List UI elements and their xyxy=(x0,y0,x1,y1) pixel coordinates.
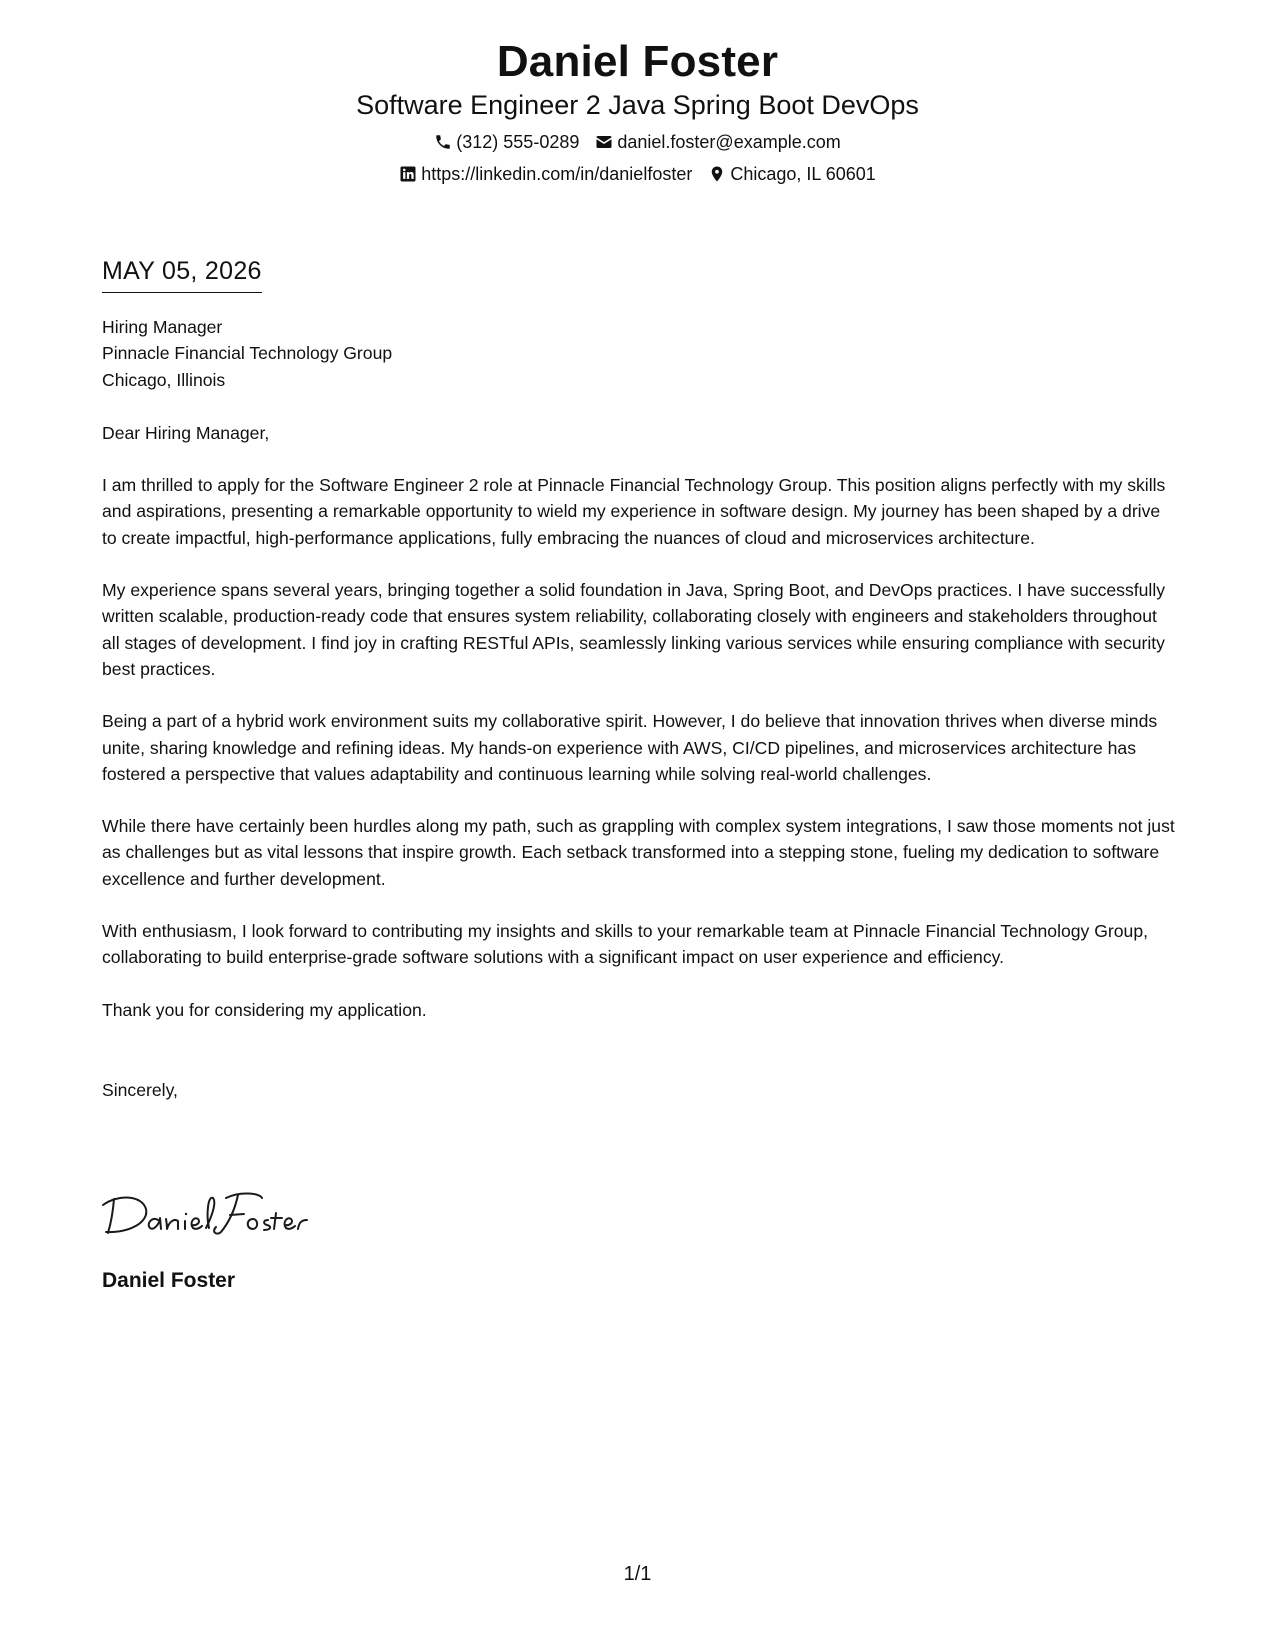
recipient-line: Pinnacle Financial Technology Group xyxy=(102,343,393,364)
location-contact xyxy=(708,163,875,185)
body-paragraph: While there have certainly been hurdles along my path, such as grappling with complex system integrations, I saw those moments not just as challenges but as vital lessons that inspire growth. Each setback transformed into a stepping stone, fueling my dedication to software excellence and further development. xyxy=(102,816,1175,889)
recipient-line: Chicago, Illinois xyxy=(102,369,226,390)
closing: Sincerely, xyxy=(102,1079,178,1100)
letter-date: MAY 05, 2026 xyxy=(102,255,262,293)
page-number: 1/1 xyxy=(623,1563,652,1585)
handwritten-signature xyxy=(100,1185,310,1245)
signer-name: Daniel Foster xyxy=(102,1269,236,1292)
envelope-icon xyxy=(595,133,613,151)
phone-number: (312) 555-0289 xyxy=(456,132,580,152)
map-pin-icon xyxy=(708,165,726,183)
recipient-line: Hiring Manager xyxy=(102,317,223,337)
letter-header xyxy=(0,36,1275,185)
body-paragraph: Thank you for considering my application. xyxy=(102,999,427,1020)
applicant-title: Software Engineer 2 Java Spring Boot DevOps xyxy=(356,90,919,120)
linkedin-contact[interactable] xyxy=(399,163,692,185)
letter-body xyxy=(102,314,1177,1103)
body-paragraph: Being a part of a hybrid work environment suits my collaborative spirit. However, I do believe that innovation thrives when diverse minds unite, sharing knowledge and refining ideas. My hands-on experience with AWS, CI/CD pipelines, and microservices architecture has fostered a perspective that values adaptability and continuous learning while solving real-world challenges. xyxy=(102,711,1158,784)
applicant-name: Daniel Foster xyxy=(496,37,779,86)
linkedin-icon xyxy=(399,165,417,183)
location-text: Chicago, IL 60601 xyxy=(730,164,876,184)
contact-row-1 xyxy=(0,131,1275,153)
email-address[interactable]: daniel.foster@example.com xyxy=(617,132,841,152)
salutation: Dear Hiring Manager, xyxy=(102,422,270,443)
phone-icon xyxy=(434,133,452,151)
recipient-address xyxy=(102,314,1177,393)
body-paragraph: I am thrilled to apply for the Software Engineer 2 role at Pinnacle Financial Technology Group. This position aligns perfectly with my skills and aspirations, presenting a remarkable opportunity to wield my experience in software design. My journey has been shaped by a drive to create impactful, high-performance applications, fully embracing the nuances of cloud and microservices architecture. xyxy=(102,475,1166,548)
contact-row-2 xyxy=(0,163,1275,185)
body-paragraph: My experience spans several years, bringing together a solid foundation in Java, Spring Boot, and DevOps practices. I have successfully written scalable, production-ready code that ensures system reliability, collaborating closely with engineers and stakeholders throughout all stages of development. I find joy in crafting RESTful APIs, seamlessly linking various services while ensuring compliance with security best practices. xyxy=(102,580,1166,679)
linkedin-url[interactable]: https://linkedin.com/in/danielfoster xyxy=(421,164,693,184)
phone-contact xyxy=(434,131,579,153)
body-paragraph: With enthusiasm, I look forward to contributing my insights and skills to your remarkable team at Pinnacle Financial Technology Group, collaborating to build enterprise-grade software solutions with a significant impact on user experience and efficiency. xyxy=(102,921,1149,968)
email-contact[interactable] xyxy=(595,131,840,153)
